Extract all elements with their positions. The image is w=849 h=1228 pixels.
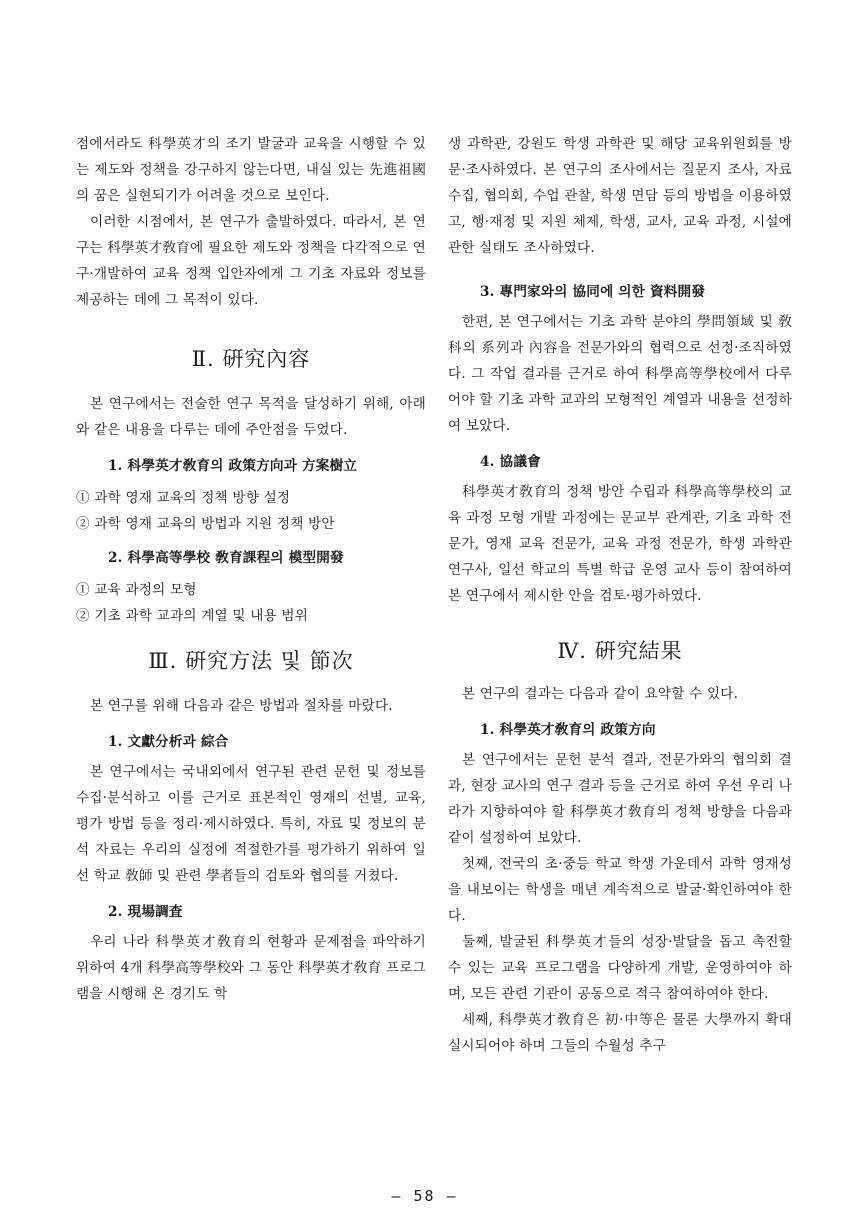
section-title: Ⅳ. 硏究結果 [557, 639, 683, 663]
subsection-title: 2. 科學高等學校 敎育課程의 模型開發 [108, 550, 344, 566]
paragraph: 본 연구에서는 국내외에서 연구된 관련 문헌 및 정보를 수집·분석하고 이를 근거로 표본적인 영재의 선별, 교육, 평가 방법 등을 정리·제시하였다. 특히, 자료 및 정보의 분석 자료는 우리의 실정에 적절한가를 평가하기 위하여 일선 학교 敎師 및 관련 學者들의 검토와 협의를 거쳤다. [76, 764, 426, 884]
subsection-title: 1. 科學英才敎育의 政策方向과 方案樹立 [108, 458, 358, 474]
paragraph: 이러한 시점에서, 본 연구가 출발하였다. 따라서, 본 연구는 科學英才敎育에 필요한 제도와 정책을 다각적으로 연구·개발하여 교육 정책 입안자에게 그 기초 자료와 정보를 제공하는 데에 그 목적이 있다. [76, 214, 426, 308]
paragraph: 둘째, 발굴된 科學英才들의 성장·발달을 돕고 촉진할 수 있는 교육 프로그램을 다양하게 개발, 운영하여야 하며, 모든 관련 기관이 공동으로 적극 참여하여야 한다. [448, 934, 792, 1002]
section-title: Ⅱ. 硏究內容 [191, 347, 311, 371]
paragraph: 본 연구의 결과는 다음과 같이 요약할 수 있다. [462, 686, 739, 702]
paragraph: 본 연구에서는 전술한 연구 목적을 달성하기 위해, 아래와 같은 내용을 다루는 데에 주안점을 두었다. [76, 396, 426, 438]
paragraph: 점에서라도 科學英才의 조기 발굴과 교육을 시행할 수 있는 제도와 정책을 강구하지 않는다면, 내실 있는 先進祖國의 꿈은 실현되기가 어려울 것으로 보인다. [76, 136, 426, 204]
paragraph: 우리 나라 科學英才敎育의 현황과 문제점을 파악하기 위하여 4개 科學高等學校와 그 동안 科學英才敎育 프로그램을 시행해 온 경기도 학 [76, 934, 426, 1002]
subsection-title: 1. 文獻分析과 綜合 [108, 734, 229, 750]
paragraph: 본 연구에서는 문헌 분석 결과, 전문가와의 협의회 결과, 현장 교사의 연구 결과 등을 근거로 하여 우선 우리 나라가 지향하여야 할 科學英才敎育의 정책 방향을 다음과 같이 설정하여 보았다. [448, 752, 792, 846]
left-column [76, 131, 426, 1007]
right-column [448, 131, 792, 1059]
paragraph: 생 과학관, 강원도 학생 과학관 및 해당 교육위원회를 방문·조사하였다. 본 연구의 조사에서는 질문지 조사, 자료 수집, 협의회, 수업 관찰, 학생 면담 등의 방법을 이용하였고, 행·재정 및 지원 체제, 학생, 교사, 교육 과정, 시설에 관한 실태도 조사하였다. [448, 136, 792, 256]
list-item: ② 기초 과학 교과의 계열 및 내용 범위 [76, 608, 309, 624]
paragraph: 科學英才敎育의 정책 방안 수립과 科學高等學校의 교육 과정 모형 개발 과정에는 문교부 관계관, 기초 과학 전문가, 영재 교육 전문가, 교육 과정 전문가, 학생 과학관 연구사, 일선 학교의 특별 학급 운영 교사 등이 참여하여 본 연구에서 제시한 안을 검토·평가하였다. [448, 484, 792, 604]
page-number: — 58 — [391, 1187, 458, 1205]
section-title: Ⅲ. 硏究方法 및 節次 [148, 649, 354, 673]
paragraph: 첫째, 전국의 초·중등 학교 학생 가운데서 과학 영재성을 내보이는 학생을 매년 계속적으로 발굴·확인하여야 한다. [448, 856, 792, 924]
subsection-title: 4. 協議會 [480, 454, 541, 470]
subsection-title: 3. 專門家와의 協同에 의한 資料開發 [480, 284, 706, 300]
list-item: ① 교육 과정의 모형 [76, 582, 197, 598]
subsection-title: 1. 科學英才敎育의 政策方向 [480, 722, 656, 738]
paragraph: 한편, 본 연구에서는 기초 과학 분야의 學問領域 및 敎科의 系列과 內容을 전문가와의 협력으로 선정·조직하였다. 그 작업 결과를 근거로 하여 科學高等學校에서 다루어야 할 기초 과학 교과의 모형적인 계열과 내용을 선정하여 보았다. [448, 314, 792, 434]
paragraph: 본 연구를 위해 다음과 같은 방법과 절차를 마랐다. [90, 698, 393, 714]
list-item: ② 과학 영재 교육의 방법과 지원 정책 방안 [76, 516, 335, 532]
subsection-title: 2. 現場調査 [108, 904, 183, 920]
paragraph: 세째, 科學英才敎育은 初·中等은 물론 大學까지 확대 실시되어야 하며 그들의 수월성 추구 [448, 1012, 792, 1054]
list-item: ① 과학 영재 교육의 정책 방향 설정 [76, 490, 291, 506]
